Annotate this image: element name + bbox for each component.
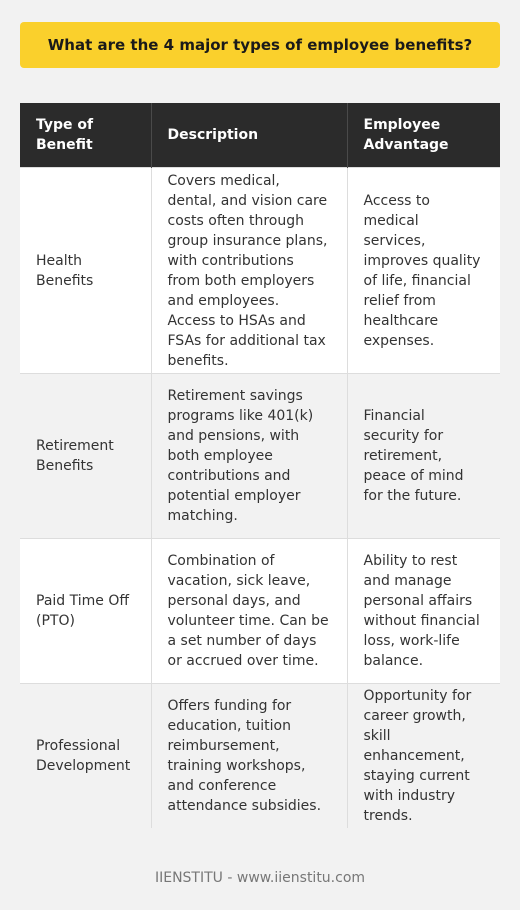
benefit-advantage-cell: Ability to rest and manage personal affairs without financial loss, work-life balance.: [347, 539, 500, 684]
table-row: [20, 684, 500, 829]
title-banner: [20, 22, 500, 68]
benefit-type-cell: Health Benefits: [20, 168, 151, 374]
benefit-type-cell: Professional Development: [20, 684, 151, 829]
table-row: [20, 539, 500, 684]
benefit-description-cell: Retirement savings programs like 401(k) and pensions, with both employee contributions and potential employer matching.: [151, 374, 347, 539]
benefit-type-cell: Paid Time Off (PTO): [20, 539, 151, 684]
benefit-description-cell: Covers medical, dental, and vision care costs often through group insurance plans, with contributions from both employers and employees. Access to HSAs and FSAs for additional tax benefits.: [151, 168, 347, 374]
header-type-of-benefit: Type of Benefit: [20, 103, 151, 168]
benefit-advantage-cell: Opportunity for career growth, skill enhancement, staying current with industry trends.: [347, 684, 500, 829]
page-title: What are the 4 major types of employee benefits?: [47, 36, 473, 54]
benefit-advantage-cell: Financial security for retirement, peace of mind for the future.: [347, 374, 500, 539]
benefit-type-cell: Retirement Benefits: [20, 374, 151, 539]
table-row: [20, 374, 500, 539]
table-row: [20, 168, 500, 374]
table-header-row: [20, 103, 500, 168]
benefit-advantage-cell: Access to medical services, improves quality of life, financial relief from healthcare expenses.: [347, 168, 500, 374]
benefit-description-cell: Combination of vacation, sick leave, personal days, and volunteer time. Can be a set number of days or accrued over time.: [151, 539, 347, 684]
benefits-table: [20, 103, 500, 828]
header-employee-advantage: Employee Advantage: [347, 103, 500, 168]
header-description: Description: [151, 103, 347, 168]
benefit-description-cell: Offers funding for education, tuition reimbursement, training workshops, and conference attendance subsidies.: [151, 684, 347, 829]
footer-credit: IIENSTITU - www.iienstitu.com: [154, 870, 366, 886]
